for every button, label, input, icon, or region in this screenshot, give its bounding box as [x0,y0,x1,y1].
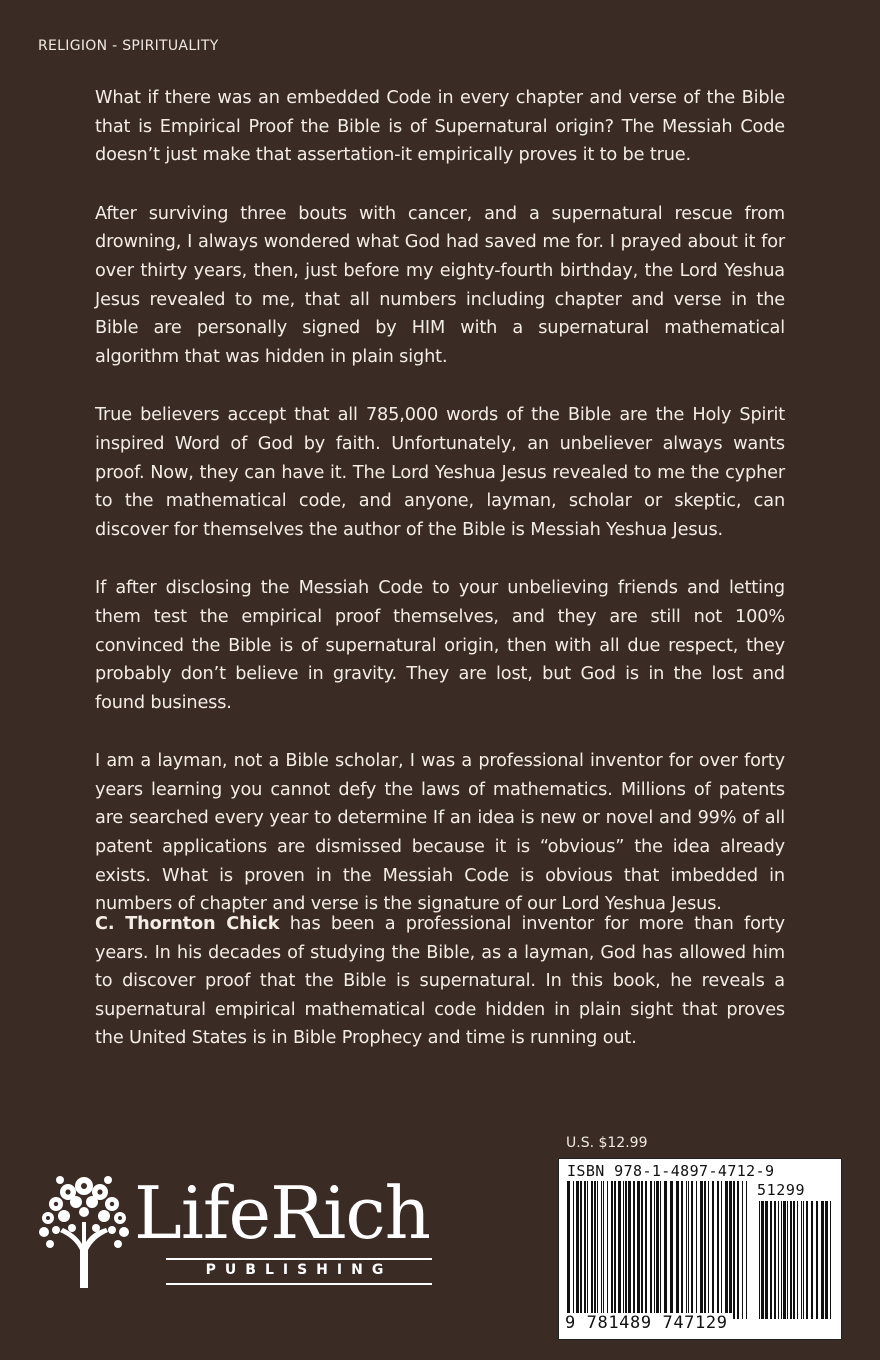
barcode-bars-icon [565,1181,751,1319]
ean-digits: 9 781489 747129 [565,1313,732,1333]
publisher-subtitle: PUBLISHING [205,1262,393,1278]
tree-icon [36,1172,132,1288]
blurb-paragraph: After surviving three bouts with cancer, and a supernatural rescue from drowning, I always wondered what God had saved me for. I prayed about it for over thirty years, then, just before my eighty-fourth birthday, the Lord Yeshua Jesus revealed to me, that all numbers including chapter and verse in the Bible are personally signed by HIM with a supernatural mathematical algorithm that was hidden in plain sight. [95,203,785,367]
author-bio [95,910,785,1053]
publisher-name: LifeRich [134,1171,431,1255]
blurb-paragraph: True believers accept that all 785,000 words of the Bible are the Holy Spirit inspired Word of God by faith. Unfortunately, an unbeliever always wants proof. Now, they can have it. The Lord Yeshua Jesus revealed to me the cypher to the mathematical code, and anyone, layman, scholar or skeptic, can discover for themselves the author of the Bible is Messiah Yeshua Jesus. [95,405,785,540]
back-cover-blurb [95,84,785,949]
price-code: 51299 [757,1181,806,1199]
isbn-label: ISBN 978-1-4897-4712-9 [567,1162,775,1180]
blurb-paragraph: If after disclosing the Messiah Code to your unbelieving friends and letting them test the empirical proof themselves, and they are still not 100% convinced the Bible is of supernatural origin, then with all due respect, they probably don’t believe in gravity. They are lost, but God is in the lost and found business. [95,578,785,713]
publisher-logo [36,1170,436,1290]
price-label: U.S. $12.99 [566,1135,648,1151]
author-name: C. Thornton Chick [95,914,280,934]
blurb-paragraph: I am a layman, not a Bible scholar, I was a professional inventor for over forty years learning you cannot defy the laws of mathematics. Millions of patents are searched every year to determine If an idea is new or novel and 99% of all patent applications are dismissed because it is “obvious” the idea already exists. What is proven in the Messiah Code is obvious that imbedded in numbers of chapter and verse is the signature of our Lord Yeshua Jesus. [95,751,785,915]
isbn-barcode [558,1158,842,1340]
publisher-rule-top [166,1258,432,1260]
publisher-rule-bottom [166,1283,432,1285]
addon-barcode-bars-icon [757,1201,833,1319]
author-bio-text: has been a professional inventor for more than forty years. In his decades of studying the Bible, as a layman, God has allowed him to discover proof that the Bible is supernatural. In this book, he reveals a supernatural empirical mathematical code hidden in plain sight that proves the United States is in Bible Prophecy and time is running out. [95,914,785,1049]
blurb-paragraph: What if there was an embedded Code in every chapter and verse of the Bible that is Empirical Proof the Bible is of Supernatural origin? The Messiah Code doesn’t just make that assertation-it empirically proves it to be true. [95,88,785,166]
category-label: RELIGION - SPIRITUALITY [38,38,219,54]
